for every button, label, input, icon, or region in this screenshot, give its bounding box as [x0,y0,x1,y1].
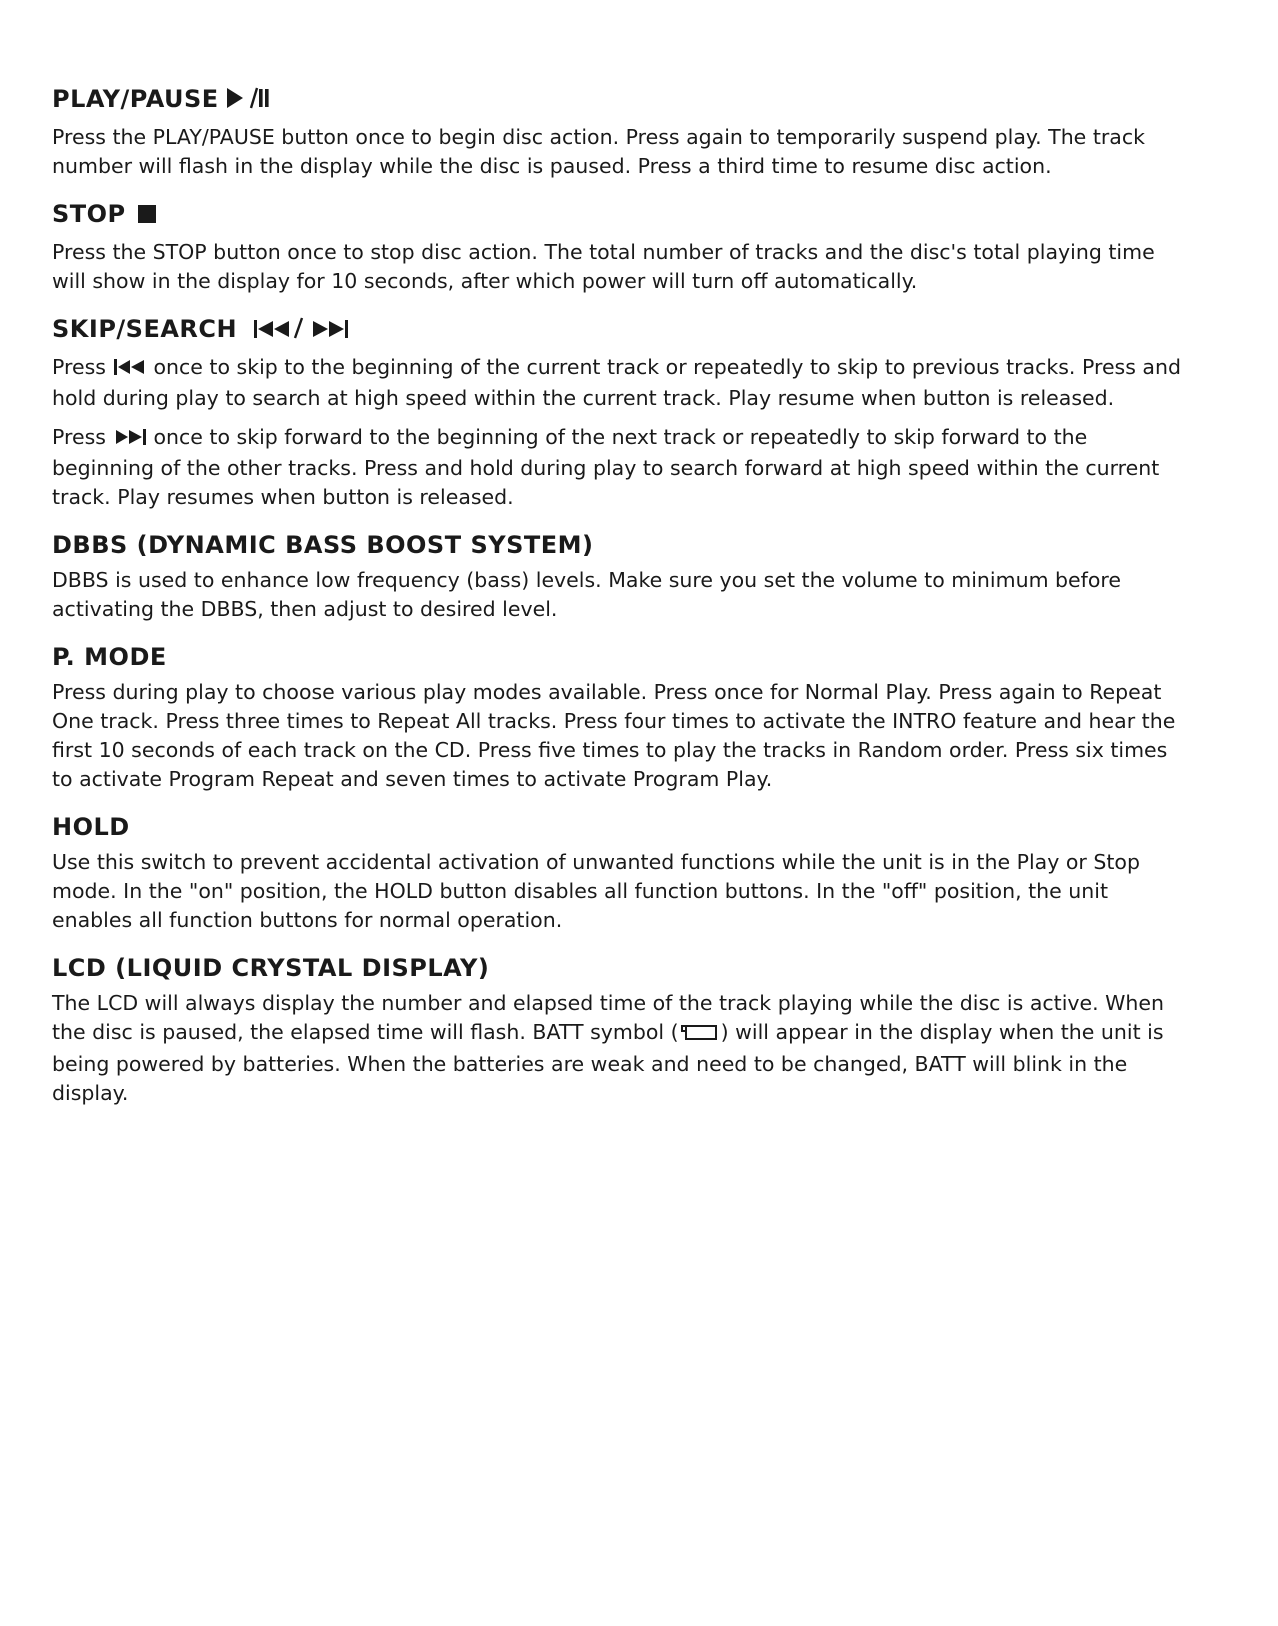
play-pause-icon [225,86,271,117]
body-skip-back-prefix: Press [52,355,106,379]
body-skip-back [52,353,1192,413]
body-skip-forward-prefix: Press [52,425,106,449]
heading-skip-search-text: SKIP/SEARCH [52,315,238,343]
heading-stop [52,199,1192,232]
section-stop [52,199,1192,296]
section-play-pause [52,84,1192,181]
heading-play-pause [52,84,1192,117]
section-lcd [52,953,1192,1108]
body-lcd [52,989,1192,1108]
body-lcd-text-after: ) will appear in the display when the unit is being powered by batteries. When the batteries are weak and need to be changed, BATT will blink in the display. [52,1020,1164,1105]
heading-hold: HOLD [52,813,130,841]
section-dbbs [52,530,1192,624]
slash-separator-icon [293,316,305,347]
body-skip-forward [52,423,1192,512]
heading-play-pause-text: PLAY/PAUSE [52,85,219,113]
body-skip-forward-text: once to skip forward to the beginning of the next track or repeatedly to skip forward to the beginning of the other tracks. Press and hold during play to search forward at high speed within the current track. Play resumes when button is released. [52,425,1160,509]
body-hold: Use this switch to prevent accidental activation of unwanted functions while the unit is in the Play or Stop mode. In the "on" position, the HOLD button disables all function buttons. In the "off" position, the unit enables all function buttons for normal operation. [52,850,1140,932]
skip-back-icon [253,317,293,347]
heading-p-mode: P. MODE [52,643,167,671]
heading-lcd: LCD (LIQUID CRYSTAL DISPLAY) [52,954,490,982]
body-dbbs: DBBS is used to enhance low frequency (bass) levels. Make sure you set the volume to minimum before activating the DBBS, then adjust to desired level. [52,568,1122,621]
body-p-mode: Press during play to choose various play modes available. Press once for Normal Play. Press again to Repeat One track. Press three times to Repeat All tracks. Press four times to activate the INTRO feature and hear the first 10 seconds of each track on the CD. Press five times to play the tracks in Random order. Press six times to activate Program Repeat and seven times to activate Program Play. [52,680,1176,791]
skip-back-icon [113,357,147,381]
page-content [52,84,1192,1126]
body-lcd-text-before: The LCD will always display the number and elapsed time of the track playing while the disc is active. When the disc is paused, the elapsed time will flash. BATT symbol ( [52,991,1165,1044]
section-skip-search [52,314,1192,512]
heading-dbbs: DBBS (DYNAMIC BASS BOOST SYSTEM) [52,531,594,559]
skip-forward-icon [309,317,349,347]
skip-forward-icon [113,427,147,451]
heading-skip-search [52,314,1192,347]
battery-icon [680,1023,720,1047]
section-hold [52,812,1192,935]
body-skip-back-text: once to skip to the beginning of the current track or repeatedly to skip to previous tracks. Press and hold during play to search at high speed within the current track. Play resume when button is released. [52,355,1181,410]
section-p-mode [52,642,1192,794]
heading-stop-text: STOP [52,200,126,228]
body-play-pause: Press the PLAY/PAUSE button once to begin disc action. Press again to temporarily suspend play. The track number will flash in the display while the disc is paused. Press a third time to resume disc action. [52,125,1145,178]
body-stop: Press the STOP button once to stop disc action. The total number of tracks and the disc's total playing time will show in the display for 10 seconds, after which power will turn off automatically. [52,240,1155,293]
stop-icon [136,202,158,232]
